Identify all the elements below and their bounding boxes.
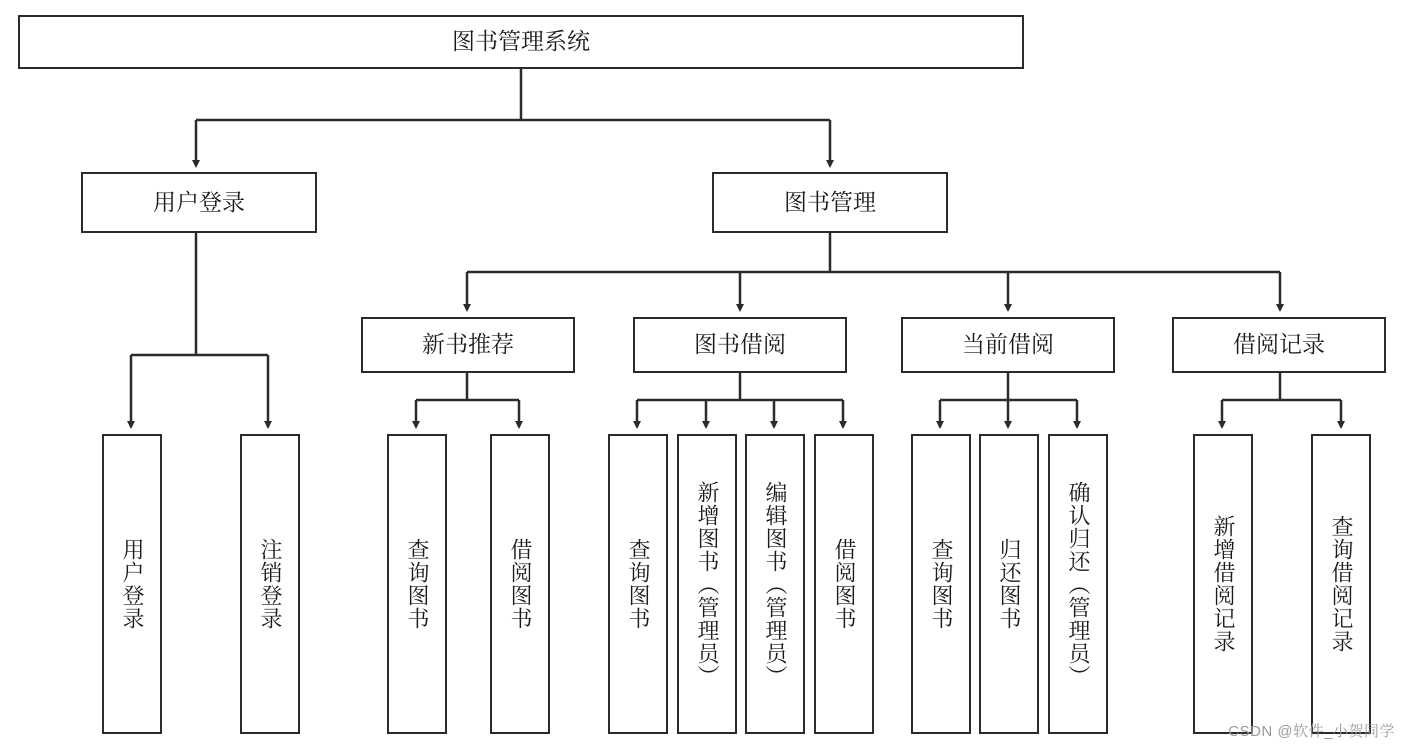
leaf-borrow-borrow-book[interactable] <box>814 434 874 734</box>
leaf-record-add[interactable] <box>1193 434 1253 734</box>
node-borrow-record-label: 借阅记录 <box>1233 331 1325 358</box>
leaf-label: 查询图书 <box>625 538 651 630</box>
leaf-label: 查询借阅记录 <box>1328 515 1354 653</box>
leaf-label: 归还图书 <box>996 538 1022 630</box>
leaf-current-query-book[interactable] <box>911 434 971 734</box>
leaf-label: 确认归还（管理员） <box>1065 480 1091 688</box>
node-book-management-label: 图书管理 <box>784 188 876 215</box>
leaf-current-confirm-return[interactable] <box>1048 434 1108 734</box>
watermark-text: CSDN @软件_小贺同学 <box>1228 723 1395 740</box>
leaf-borrow-query-book[interactable] <box>608 434 668 734</box>
leaf-borrow-add-book[interactable] <box>677 434 737 734</box>
node-root-label: 图书管理系统 <box>452 28 590 55</box>
node-user-login-label: 用户登录 <box>153 188 245 215</box>
leaf-user-login-signout[interactable] <box>240 434 300 734</box>
leaf-label: 注销登录 <box>257 538 283 630</box>
leaf-new-book-query[interactable] <box>387 434 447 734</box>
leaf-label: 新增借阅记录 <box>1210 515 1236 653</box>
node-new-book-recommend[interactable] <box>361 317 575 373</box>
leaf-label: 借阅图书 <box>507 538 533 630</box>
leaf-current-return-book[interactable] <box>979 434 1039 734</box>
leaf-label: 编辑图书（管理员） <box>762 480 788 688</box>
node-borrow-record[interactable] <box>1172 317 1386 373</box>
node-user-login[interactable] <box>81 172 317 233</box>
leaf-label: 查询图书 <box>404 538 430 630</box>
node-book-borrow[interactable] <box>633 317 847 373</box>
leaf-label: 借阅图书 <box>831 538 857 630</box>
leaf-label: 用户登录 <box>119 538 145 630</box>
node-new-book-recommend-label: 新书推荐 <box>422 331 514 358</box>
leaf-label: 新增图书（管理员） <box>694 480 720 688</box>
leaf-borrow-edit-book[interactable] <box>745 434 805 734</box>
leaf-label: 查询图书 <box>928 538 954 630</box>
node-book-borrow-label: 图书借阅 <box>694 331 786 358</box>
node-root[interactable] <box>18 15 1024 69</box>
node-current-borrow[interactable] <box>901 317 1115 373</box>
node-current-borrow-label: 当前借阅 <box>962 331 1054 358</box>
node-book-management[interactable] <box>712 172 948 233</box>
leaf-new-book-borrow[interactable] <box>490 434 550 734</box>
leaf-record-query[interactable] <box>1311 434 1371 734</box>
leaf-user-login-signin[interactable] <box>102 434 162 734</box>
